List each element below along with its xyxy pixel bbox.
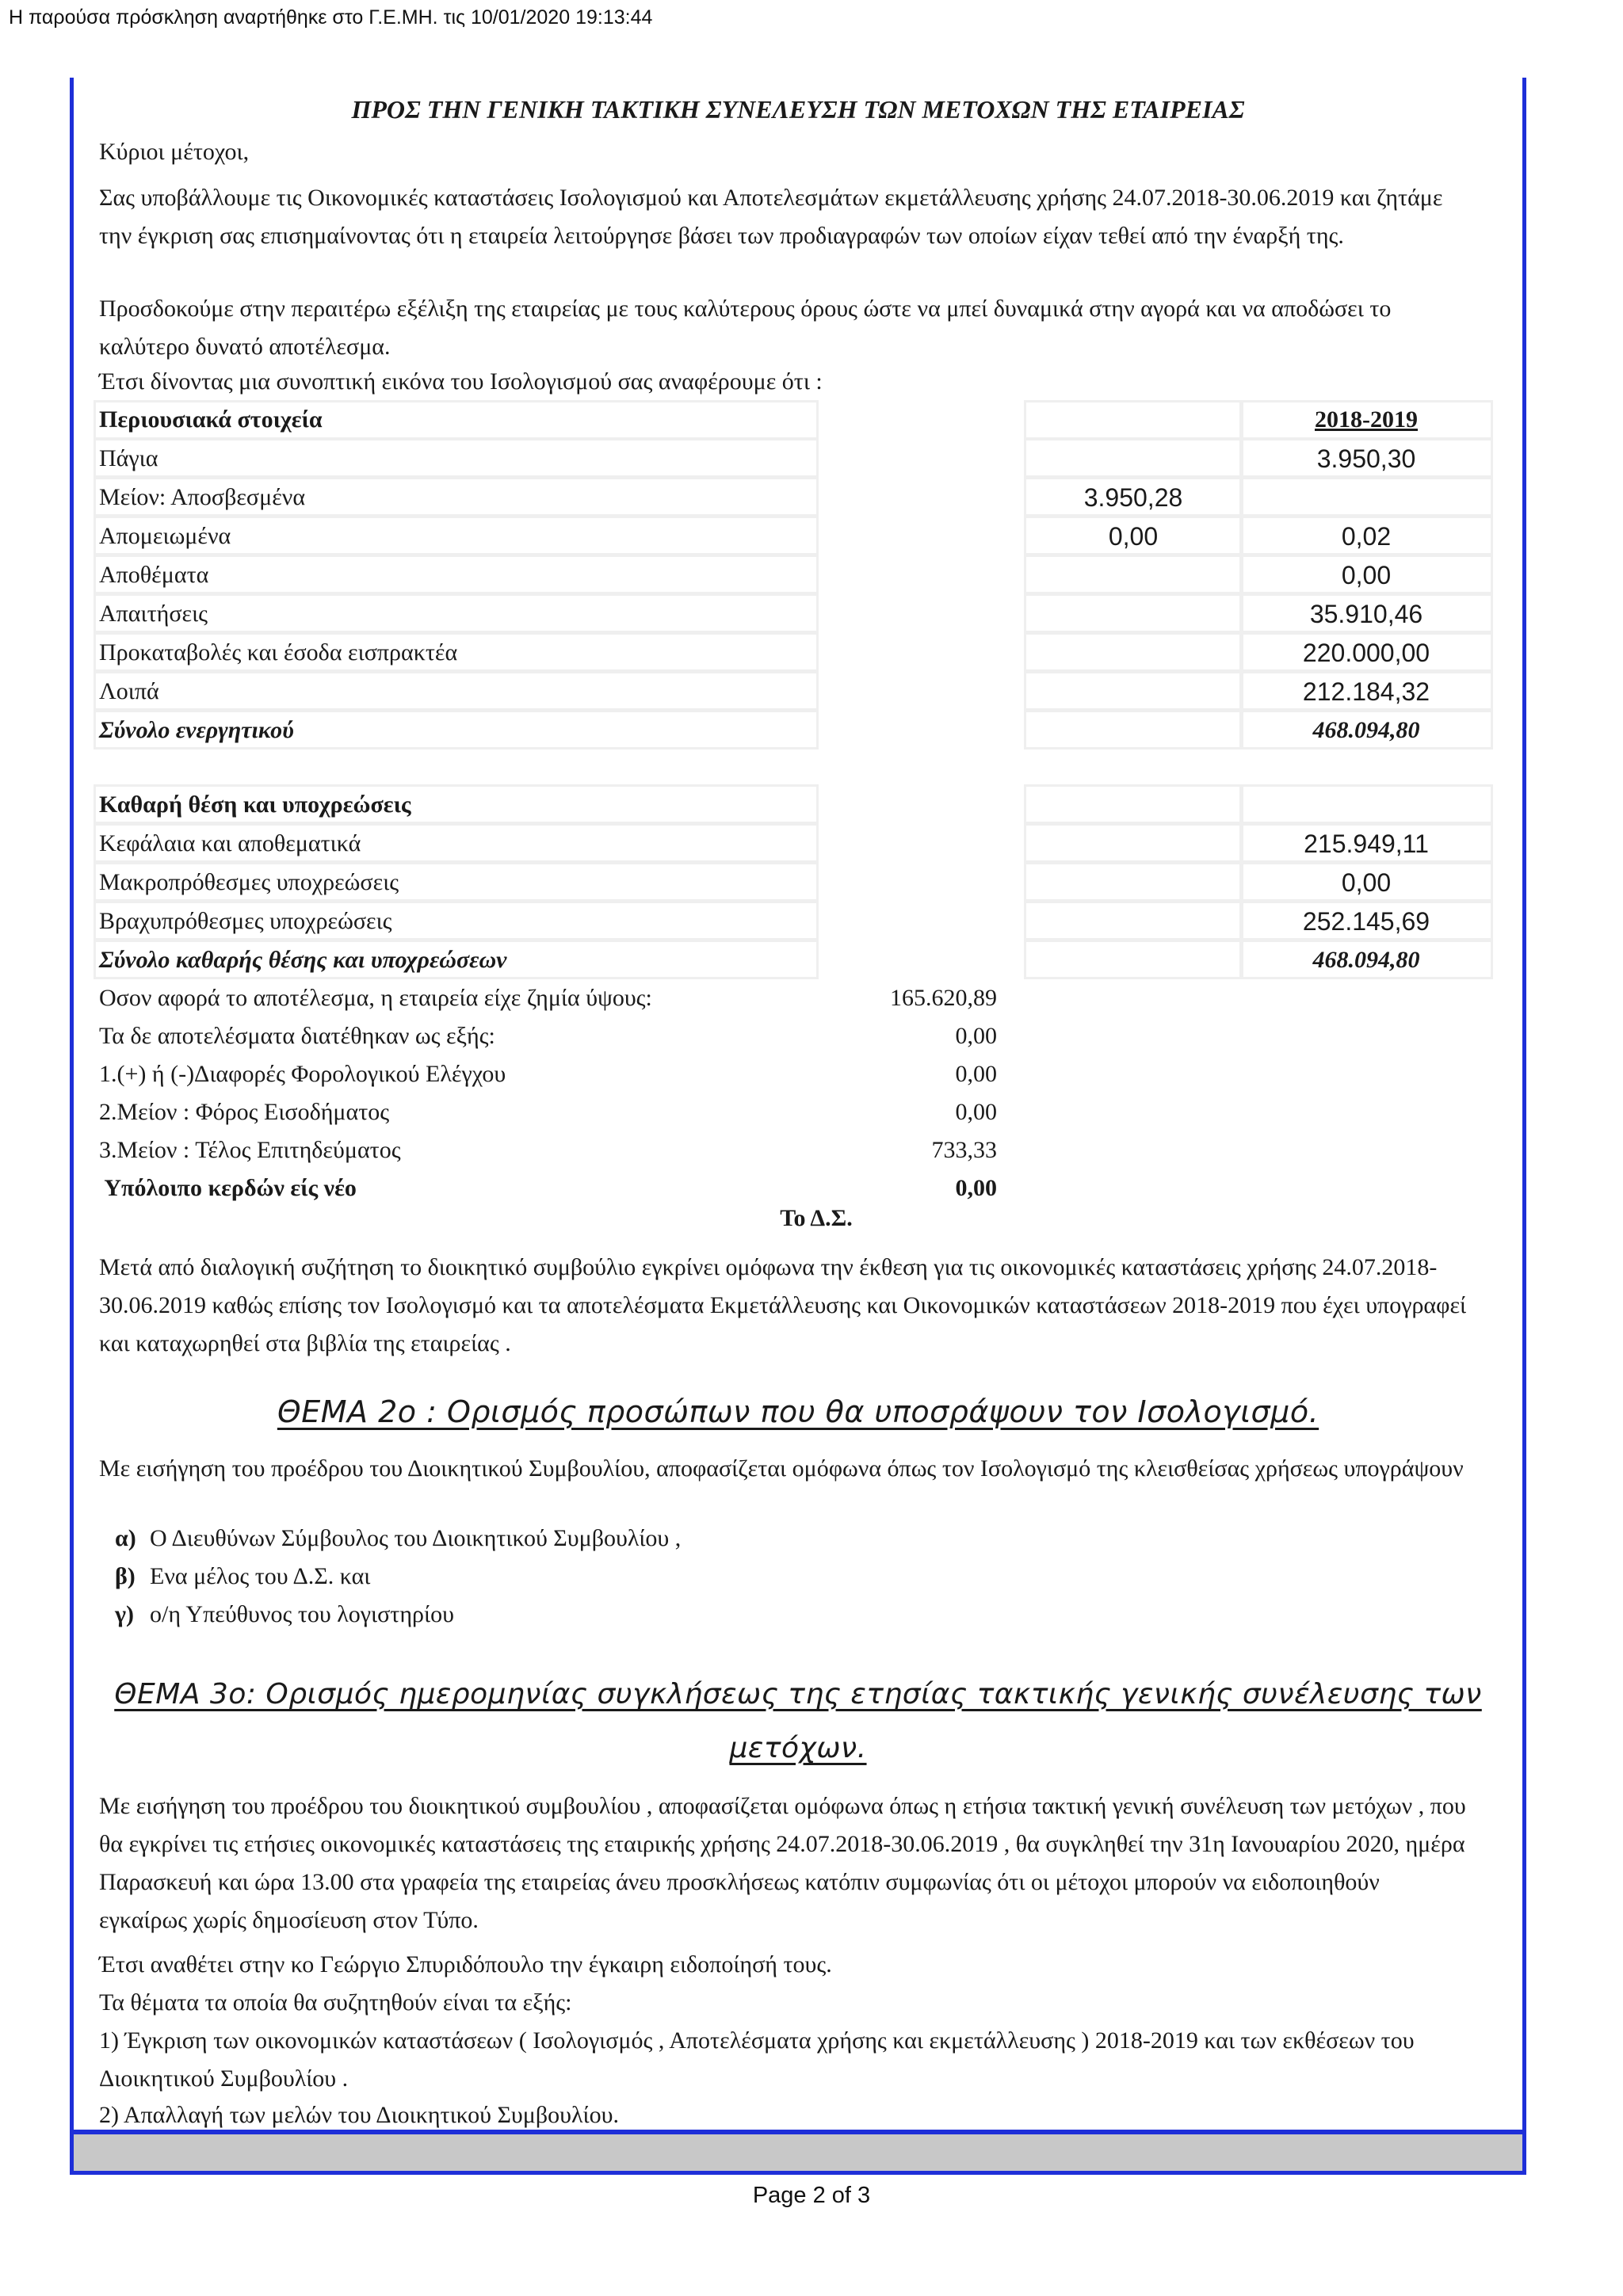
theme3-topic-2: 2) Απαλλαγή των μελών του Διοικητικού Συμβουλίου. xyxy=(99,2102,619,2128)
list-item xyxy=(115,1520,681,1558)
theme3-title-line2: μετόχων. xyxy=(729,1732,867,1764)
liabilities-total-label: Σύνολο καθαρής θέσης και υποχρεώσεων xyxy=(99,947,507,973)
assets-total-label: Σύνολο ενεργητικού xyxy=(99,717,294,743)
theme3-title-line1: ΘΕΜΑ 3ο: Ορισμός ημερομηνίας συγκλήσεως της ετησίας τακτικής γενικής συνέλευσης των xyxy=(114,1678,1482,1711)
theme3-topics-intro: Τα θέματα τα οποία θα συζητηθούν είναι τα εξής: xyxy=(99,1989,572,2016)
theme3-paragraph: Με εισήγηση του προέδρου του διοικητικού συμβουλίου , αποφασίζεται ομόφωνα όπως η ετήσια τακτική γενική συνέλευση των μετόχων , που θα εγκρίνει τις ετήσιες οικονομικές καταστάσεις της εταιρικής χρήσης 24.07.2018-30.06.2019 , θα συγκληθεί την 31η Ιανουαρίου 2020, ημέρα Παρασκευή και ώρα 13.00 στα γραφεία της εταιρείας άνευ προσκλήσεως κατόπιν συμφωνίας ότι οι μέτοχοι μπορούν να ειδοποιηθούν εγκαίρως χωρίς δημοσίευση στον Τύπο. xyxy=(99,1793,1466,1933)
liabilities-header: Καθαρή θέση και υποχρεώσεις xyxy=(99,791,411,818)
results-row-label: 2.Μείον : Φόρος Εισοδήματος xyxy=(99,1099,390,1125)
intro-paragraph-2: Προσδοκούμε στην περαιτέρω εξέλιξη της εταιρείας με τους καλύτερους όρους ώστε να μπεί δυναμικά στην αγορά και να αποδώσει το καλύτερο δυνατό αποτέλεσμα. xyxy=(99,296,1392,360)
assets-row-value: 3.950,30 xyxy=(1316,444,1416,473)
assets-row-value: 0,00 xyxy=(1341,561,1392,589)
results-row-label: Οσον αφορά το αποτέλεσμα, η εταιρεία είχε ζημία ύψους: xyxy=(99,985,652,1011)
results-row-value: 733,33 xyxy=(931,1137,997,1163)
results-row-value: 0,00 xyxy=(955,1061,997,1087)
discussion-paragraph: Μετά από διαλογική συζήτηση το διοικητικό συμβούλιο εγκρίνει ομόφωνα την έκθεση για τις οικονομικές καταστάσεις χρήσης 24.07.2018-30.06.2019 καθώς επίσης τον Ισολογισμό και τα αποτελέσματα Εκμετάλλευσης και Οικονομικών καταστάσεων 2018-2019 που έχει υπογραφεί και καταχωρηθεί στα βιβλία της εταιρείας . xyxy=(99,1254,1467,1356)
assets-row-value: 212.184,32 xyxy=(1302,677,1430,706)
results-row-label: 1.(+) ή (-)Διαφορές Φορολογικού Ελέγχου xyxy=(99,1061,506,1087)
publication-note: Η παρούσα πρόσκληση αναρτήθηκε στο Γ.Ε.ΜΗ. τις 10/01/2020 19:13:44 xyxy=(9,6,653,29)
liabilities-total-value: 468.094,80 xyxy=(1312,947,1420,973)
list-item xyxy=(115,1558,370,1596)
footer-bar xyxy=(70,2130,1526,2175)
assets-row-mid-value: 3.950,28 xyxy=(1083,483,1183,512)
results-final-label: Υπόλοιπο κερδών είς νέο xyxy=(99,1175,357,1201)
results-row-label: Τα δε αποτελέσματα διατέθηκαν ως εξής: xyxy=(99,1023,495,1049)
list-marker: γ) xyxy=(115,1601,135,1627)
liabilities-row-label: Βραχυπρόθεσμες υποχρεώσεις xyxy=(99,908,392,934)
assets-row-value: 220.000,00 xyxy=(1302,639,1430,667)
assets-row-label: Απομειωμένα xyxy=(99,523,231,549)
results-row-value: 0,00 xyxy=(955,1099,997,1125)
assets-row-label: Μείον: Αποσβεσμένα xyxy=(99,484,306,510)
theme3-topic-1: 1) Έγκριση των οικονομικών καταστάσεων ( Ισολογισμός , Αποτελέσματα χρήσης και εκμετάλλευσης ) 2018-2019 και των εκθέσεων του Διοικητικού Συμβουλίου . xyxy=(99,2027,1415,2092)
greeting: Κύριοι μέτοχοι, xyxy=(99,139,250,165)
assets-row-value: 35.910,46 xyxy=(1309,600,1423,628)
list-marker: β) xyxy=(115,1563,136,1589)
board-signature: Το Δ.Σ. xyxy=(780,1205,853,1231)
list-item xyxy=(115,1596,454,1634)
assets-total-value: 468.094,80 xyxy=(1312,717,1420,743)
year-header: 2018-2019 xyxy=(1315,406,1418,433)
liabilities-row-label: Μακροπρόθεσμες υποχρεώσεις xyxy=(99,869,399,895)
theme3-assignment: Έτσι αναθέτει στην κο Γεώργιο Σπυριδόπουλο την έγκαιρη ειδοποίησή τους. xyxy=(99,1951,832,1978)
results-row-label: 3.Μείον : Τέλος Επιτηδεύματος xyxy=(99,1137,401,1163)
assets-row-value: 0,02 xyxy=(1341,522,1392,551)
assets-header: Περιουσιακά στοιχεία xyxy=(99,406,323,433)
page-title: ΠΡΟΣ ΤΗΝ ΓΕΝΙΚΗ ΤΑΚΤΙΚΗ ΣΥΝΕΛΕΥΣΗ ΤΩΝ ΜΕΤΟΧΩΝ ΤΗΣ ΕΤΑΙΡΕΙΑΣ xyxy=(351,95,1245,124)
liabilities-row-value: 252.145,69 xyxy=(1302,907,1430,936)
liabilities-row-value: 0,00 xyxy=(1341,868,1392,897)
results-final-value: 0,00 xyxy=(955,1175,997,1201)
assets-row-label: Λοιπά xyxy=(99,678,159,704)
theme2-paragraph: Με εισήγηση του προέδρου του Διοικητικού Συμβουλίου, αποφασίζεται ομόφωνα όπως τον Ισολογισμό της κλεισθείσας χρήσεως υπογράψουν xyxy=(99,1455,1464,1482)
list-marker: α) xyxy=(115,1525,136,1551)
assets-row-mid-value: 0,00 xyxy=(1108,522,1159,551)
liabilities-row-value: 215.949,11 xyxy=(1304,830,1429,858)
intro-paragraph-1: Σας υποβάλλουμε τις Οικονομικές καταστάσεις Ισολογισμού και Αποτελεσμάτων εκμετάλλευσης χρήσης 24.07.2018-30.06.2019 και ζητάμε την έγκριση σας επισημαίνοντας ότι η εταιρεία λειτούργησε βάσει των προδιαγραφών των οποίων είχαν τεθεί από την έναρξή της. xyxy=(99,185,1443,249)
liabilities-row-label: Κεφάλαια και αποθεματικά xyxy=(99,830,361,856)
assets-row-label: Απαιτήσεις xyxy=(99,601,208,627)
assets-row-label: Πάγια xyxy=(99,445,158,471)
intro-paragraph-3: Έτσι δίνοντας μια συνοπτική εικόνα του Ισολογισμού σας αναφέρουμε ότι : xyxy=(99,368,823,395)
theme2-title: ΘΕΜΑ 2ο : Ορισμός προσώπων που θα υποσράψουν τον Ισολογισμό. xyxy=(277,1394,1319,1429)
list-text: ο/η Υπεύθυνος του λογιστηρίου xyxy=(150,1601,454,1627)
results-row-value: 0,00 xyxy=(955,1023,997,1049)
list-text: Ο Διευθύνων Σύμβουλος του Διοικητικού Συμβουλίου , xyxy=(150,1525,682,1551)
page-number: Page 2 of 3 xyxy=(752,2183,871,2208)
results-row-value: 165.620,89 xyxy=(890,985,997,1011)
list-text: Ενα μέλος του Δ.Σ. και xyxy=(150,1563,371,1589)
assets-row-label: Αποθέματα xyxy=(99,562,209,588)
assets-row-label: Προκαταβολές και έσοδα εισπρακτέα xyxy=(99,639,458,666)
